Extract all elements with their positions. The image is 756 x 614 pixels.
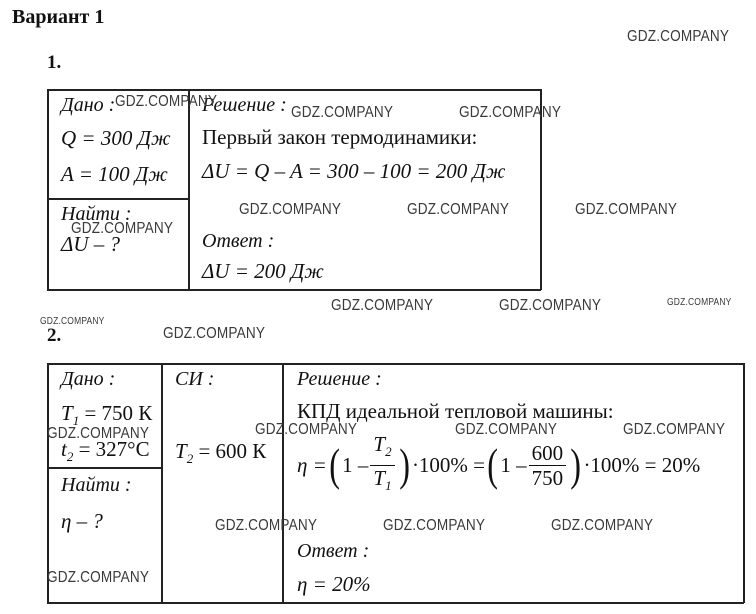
watermark: GDZ.COMPANY	[255, 421, 358, 438]
p2-find-value: η – ?	[61, 509, 103, 533]
p1-find-value: ΔU – ?	[61, 232, 120, 256]
watermark: GDZ.COMPANY	[407, 201, 510, 218]
p1-answer-value: ΔU = 200 Дж	[202, 259, 324, 283]
p1-solution-formula: ΔU = Q – A = 300 – 100 = 200 Дж	[202, 159, 506, 183]
watermark: GDZ.COMPANY	[623, 421, 726, 438]
watermark: GDZ.COMPANY	[40, 316, 105, 327]
p1-find-label: Найти :	[61, 203, 132, 225]
p2-answer-label: Ответ :	[297, 540, 370, 562]
watermark: GDZ.COMPANY	[47, 425, 150, 442]
watermark: GDZ.COMPANY	[115, 93, 218, 110]
p1-solution-text: Первый закон термодинамики:	[202, 125, 478, 149]
p1-given-q: Q = 300 Дж	[61, 126, 171, 150]
p2-solution-label: Решение :	[297, 368, 382, 390]
p2-find-label: Найти :	[61, 474, 132, 496]
fraction-600-750: $\frac{600}{750}$	[529, 441, 567, 490]
page-title: Вариант 1	[12, 6, 105, 28]
p1-given-a: A = 100 Дж	[61, 162, 168, 186]
p2-si-t2: $T_2 = 600$ К	[175, 439, 267, 467]
watermark: GDZ.COMPANY	[71, 220, 174, 237]
p1-solution-label: Решение :	[202, 94, 287, 116]
p2-si-label: СИ :	[175, 368, 215, 390]
p2-efficiency-formula: η = ( 1 – $\frac{T_2}{T_1}$ ) ·100% = ( 1 – $\frac{600}{750}$ ) ·100% = 20%	[297, 435, 700, 495]
watermark: GDZ.COMPANY	[455, 421, 558, 438]
p2-solution-text: КПД идеальной тепловой машины:	[297, 399, 614, 423]
watermark: GDZ.COMPANY	[667, 297, 732, 308]
watermark: GDZ.COMPANY	[499, 297, 602, 314]
watermark: GDZ.COMPANY	[383, 517, 486, 534]
p2-given-t1: $T_1 = 750$ К	[61, 401, 153, 429]
p1-given-label: Дано :	[61, 94, 116, 116]
watermark: GDZ.COMPANY	[239, 201, 342, 218]
watermark: GDZ.COMPANY	[459, 104, 562, 121]
problem-2-number: 2.	[47, 325, 62, 346]
watermark: GDZ.COMPANY	[575, 201, 678, 218]
p2-given-t2: $t_2 = 327^\circ C$	[61, 437, 150, 465]
p2-answer-value: η = 20%	[297, 572, 371, 596]
watermark: GDZ.COMPANY	[331, 297, 434, 314]
watermark: GDZ.COMPANY	[627, 28, 730, 45]
p1-answer-label: Ответ :	[202, 230, 275, 252]
problem-1-number: 1.	[47, 52, 62, 73]
watermark: GDZ.COMPANY	[163, 325, 266, 342]
watermark: GDZ.COMPANY	[215, 517, 318, 534]
watermark: GDZ.COMPANY	[551, 517, 654, 534]
p2-given-label: Дано :	[61, 368, 116, 390]
watermark: GDZ.COMPANY	[47, 569, 150, 586]
watermark: GDZ.COMPANY	[291, 104, 394, 121]
fraction-t2-t1: $\frac{T_2}{T_1}$	[370, 432, 394, 497]
